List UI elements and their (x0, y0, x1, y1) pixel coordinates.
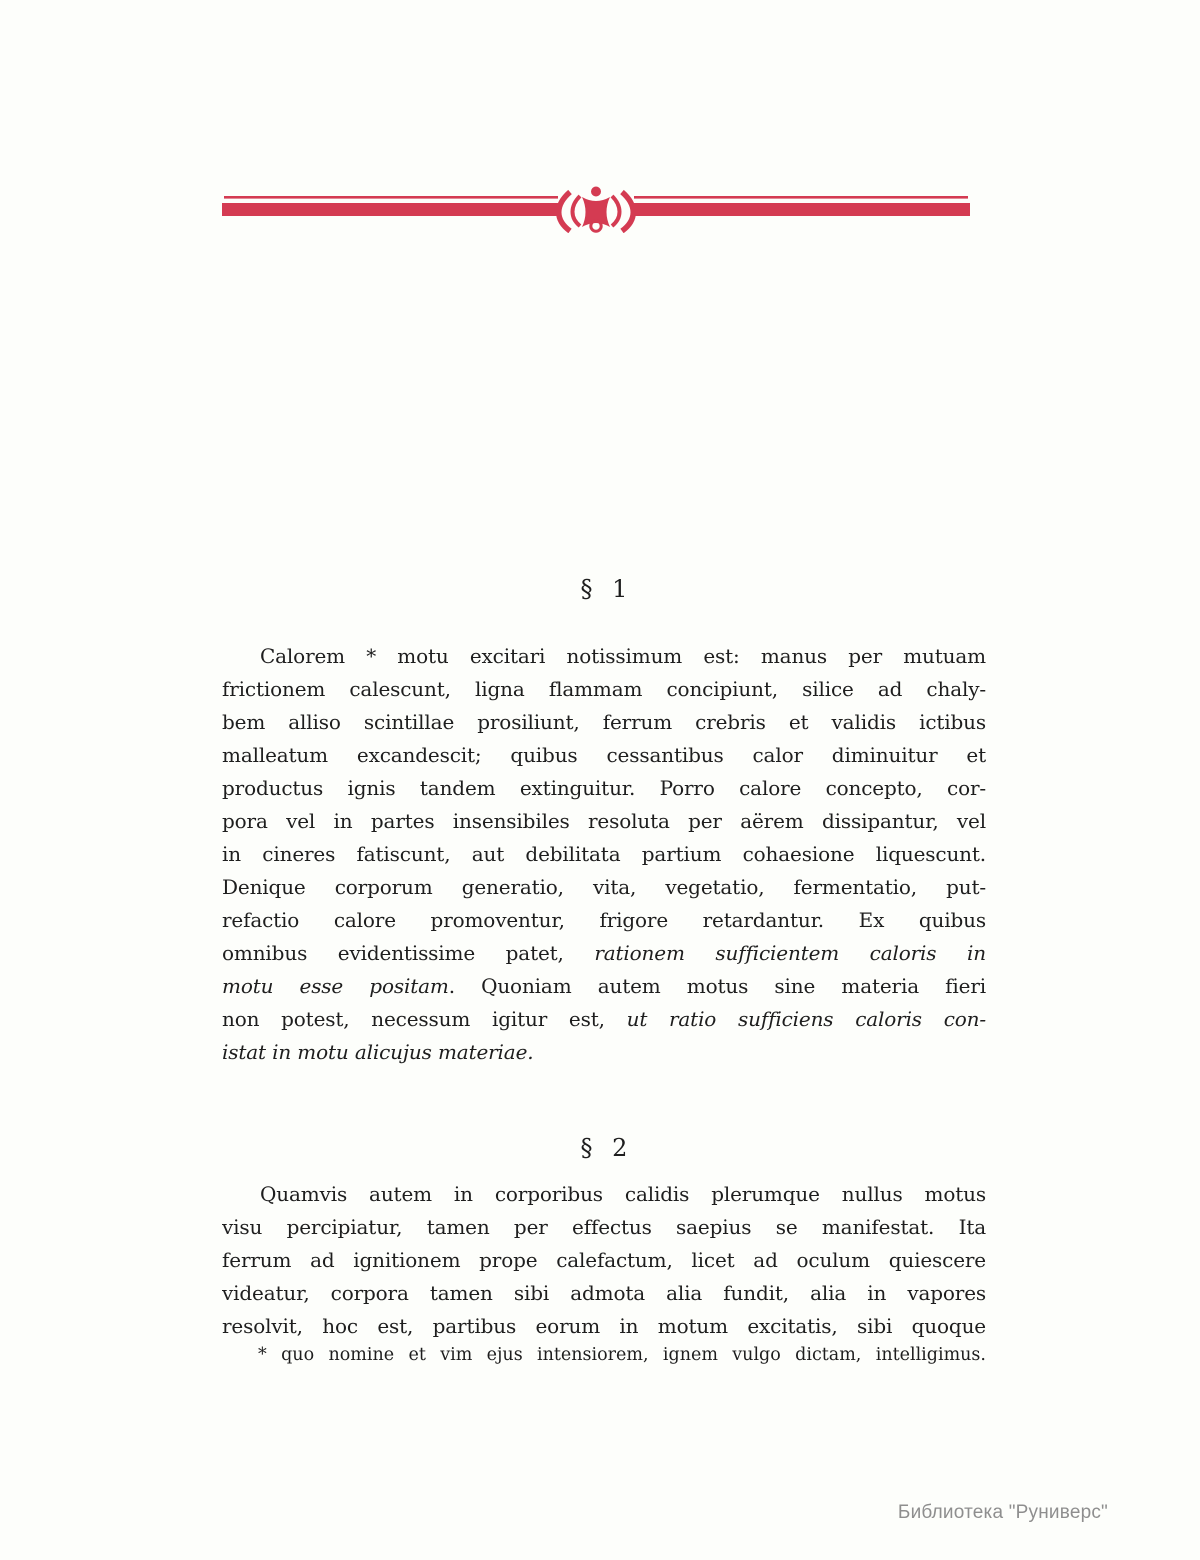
text-segment: ferrum ad ignitionem prope calefactum, licet ad oculum quiescere (222, 1248, 986, 1272)
section-heading: § 1 (580, 575, 628, 603)
text-line (222, 739, 986, 772)
text-segment: frictionem calescunt, ligna flammam concipiunt, silice ad chaly- (222, 677, 986, 701)
text-line (222, 838, 986, 871)
text-segment: Calorem * motu excitari notissimum est: manus per mutuam (260, 644, 986, 668)
section-heading: § 2 (580, 1134, 628, 1162)
library-watermark: Библиотека "Руниверс" (897, 1502, 1108, 1523)
text-line (222, 937, 986, 970)
text-line (222, 1036, 986, 1069)
text-segment: resolvit, hoc est, partibus eorum in motum excitatis, sibi quoque (222, 1314, 986, 1338)
text-segment: pora vel in partes insensibiles resoluta per aërem dissipantur, vel (222, 809, 986, 833)
paragraph (222, 640, 986, 1069)
paragraph (222, 1178, 986, 1343)
text-line (222, 640, 986, 673)
text-line (222, 706, 986, 739)
text-segment: non potest, necessum igitur est, (222, 1007, 627, 1031)
text-line (222, 772, 986, 805)
page-body (222, 574, 986, 1343)
text-line (222, 1244, 986, 1277)
text-line (222, 1178, 986, 1211)
text-segment: bem alliso scintillae prosiliunt, ferrum crebris et validis ictibus (222, 710, 986, 734)
text-line (222, 1211, 986, 1244)
text-line (222, 904, 986, 937)
text-segment: videatur, corpora tamen sibi admota alia fundit, alia in vapores (222, 1281, 986, 1305)
footnote-indent (222, 1359, 258, 1360)
text-segment: refactio calore promoventur, frigore retardantur. Ex quibus (222, 908, 986, 932)
text-line (222, 1003, 986, 1036)
italic-text-segment: istat in motu alicujus materiae. (222, 1040, 534, 1064)
text-line (222, 970, 986, 1003)
text-segment: productus ignis tandem extinguitur. Porro calore concepto, cor- (222, 776, 986, 800)
text-line (222, 1310, 986, 1343)
text-segment: . Quoniam autem motus sine materia fieri (448, 974, 986, 998)
text-segment: Quamvis autem in corporibus calidis plerumque nullus motus (260, 1182, 986, 1206)
italic-text-segment: rationem sufficientem caloris in (594, 941, 986, 965)
text-segment: malleatum excandescit; quibus cessantibus calor diminuitur et (222, 743, 986, 767)
text-segment: Denique corporum generatio, vita, vegetatio, fermentatio, put- (222, 875, 986, 899)
decorative-rule-ornament (222, 185, 970, 233)
text-line (222, 673, 986, 706)
text-segment: omnibus evidentissime patet, (222, 941, 595, 965)
footnote-marker: * (258, 1345, 267, 1365)
italic-text-segment: ut ratio sufficiens caloris con- (626, 1007, 986, 1031)
text-line (222, 805, 986, 838)
text-segment: visu percipiatur, tamen per effectus saepius se manifestat. Ita (222, 1215, 986, 1239)
italic-text-segment: motu esse positam (222, 974, 449, 998)
footnote (222, 1342, 986, 1368)
text-line (222, 871, 986, 904)
text-segment: in cineres fatiscunt, aut debilitata partium cohaesione liquescunt. (222, 842, 986, 866)
footnote-text: quo nomine et vim ejus intensiorem, ignem vulgo dictam, intelligimus. (281, 1345, 986, 1365)
text-line (222, 1277, 986, 1310)
